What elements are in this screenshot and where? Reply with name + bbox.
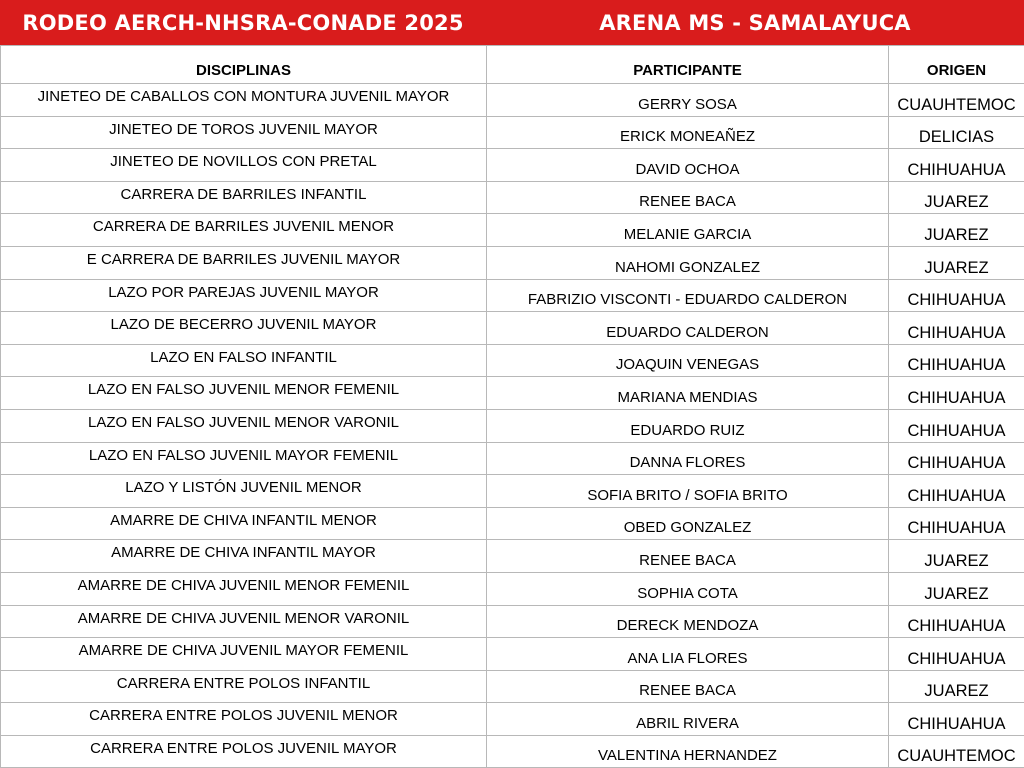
table-row: [1, 149, 1024, 182]
discipline-cell: LAZO EN FALSO JUVENIL MENOR VARONIL: [1, 409, 487, 442]
participant-cell: SOFIA BRITO / SOFIA BRITO: [487, 475, 889, 508]
origin-cell: JUAREZ: [889, 670, 1024, 703]
discipline-cell: CARRERA ENTRE POLOS INFANTIL: [1, 670, 487, 703]
title-banner: [0, 0, 1024, 45]
table-row: [1, 116, 1024, 149]
origin-cell: CHIHUAHUA: [889, 605, 1024, 638]
origin-cell: CHIHUAHUA: [889, 149, 1024, 182]
participant-cell: OBED GONZALEZ: [487, 507, 889, 540]
table-row: [1, 344, 1024, 377]
table-row: [1, 279, 1024, 312]
discipline-cell: AMARRE DE CHIVA INFANTIL MAYOR: [1, 540, 487, 573]
table-row: [1, 246, 1024, 279]
origin-cell: CHIHUAHUA: [889, 442, 1024, 475]
participant-cell: SOPHIA COTA: [487, 572, 889, 605]
discipline-cell: LAZO DE BECERRO JUVENIL MAYOR: [1, 312, 487, 345]
discipline-cell: LAZO EN FALSO INFANTIL: [1, 344, 487, 377]
discipline-cell: LAZO EN FALSO JUVENIL MAYOR FEMENIL: [1, 442, 487, 475]
table-row: [1, 735, 1024, 768]
table-row: [1, 84, 1024, 117]
origin-cell: CHIHUAHUA: [889, 279, 1024, 312]
origin-cell: CHIHUAHUA: [889, 377, 1024, 410]
discipline-cell: AMARRE DE CHIVA JUVENIL MAYOR FEMENIL: [1, 638, 487, 671]
origin-cell: CHIHUAHUA: [889, 507, 1024, 540]
discipline-cell: CARRERA DE BARRILES INFANTIL: [1, 181, 487, 214]
discipline-cell: AMARRE DE CHIVA JUVENIL MENOR VARONIL: [1, 605, 487, 638]
table-row: [1, 409, 1024, 442]
discipline-cell: CARRERA ENTRE POLOS JUVENIL MAYOR: [1, 735, 487, 768]
origin-cell: CHIHUAHUA: [889, 475, 1024, 508]
table-row: [1, 475, 1024, 508]
discipline-cell: CARRERA ENTRE POLOS JUVENIL MENOR: [1, 703, 487, 736]
participant-cell: GERRY SOSA: [487, 84, 889, 117]
participant-cell: FABRIZIO VISCONTI - EDUARDO CALDERON: [487, 279, 889, 312]
origin-cell: DELICIAS: [889, 116, 1024, 149]
origin-cell: CUAUHTEMOC: [889, 84, 1024, 117]
participant-cell: EDUARDO RUIZ: [487, 409, 889, 442]
discipline-cell: JINETEO DE CABALLOS CON MONTURA JUVENIL MAYOR: [1, 84, 487, 117]
participant-cell: MELANIE GARCIA: [487, 214, 889, 247]
discipline-cell: JINETEO DE TOROS JUVENIL MAYOR: [1, 116, 487, 149]
discipline-cell: E CARRERA DE BARRILES JUVENIL MAYOR: [1, 246, 487, 279]
participant-cell: NAHOMI GONZALEZ: [487, 246, 889, 279]
venue-title: ARENA MS - SAMALAYUCA: [486, 0, 1024, 45]
discipline-cell: LAZO Y LISTÓN JUVENIL MENOR: [1, 475, 487, 508]
origin-cell: CHIHUAHUA: [889, 703, 1024, 736]
table-row: [1, 214, 1024, 247]
origin-cell: CHIHUAHUA: [889, 312, 1024, 345]
table-row: [1, 638, 1024, 671]
table-row: [1, 507, 1024, 540]
origin-cell: CHIHUAHUA: [889, 409, 1024, 442]
table-row: [1, 703, 1024, 736]
participant-cell: VALENTINA HERNANDEZ: [487, 735, 889, 768]
discipline-cell: LAZO EN FALSO JUVENIL MENOR FEMENIL: [1, 377, 487, 410]
discipline-cell: AMARRE DE CHIVA JUVENIL MENOR FEMENIL: [1, 572, 487, 605]
origin-cell: JUAREZ: [889, 572, 1024, 605]
participant-cell: RENEE BACA: [487, 181, 889, 214]
participant-cell: DANNA FLORES: [487, 442, 889, 475]
table-row: [1, 377, 1024, 410]
participant-cell: ERICK MONEAÑEZ: [487, 116, 889, 149]
table-row: [1, 181, 1024, 214]
origin-cell: JUAREZ: [889, 246, 1024, 279]
column-header-origen: ORIGEN: [889, 46, 1024, 84]
participant-cell: JOAQUIN VENEGAS: [487, 344, 889, 377]
origin-cell: CHIHUAHUA: [889, 638, 1024, 671]
participant-cell: ANA LIA FLORES: [487, 638, 889, 671]
origin-cell: CHIHUAHUA: [889, 344, 1024, 377]
participant-cell: DERECK MENDOZA: [487, 605, 889, 638]
table-row: [1, 540, 1024, 573]
origin-cell: JUAREZ: [889, 540, 1024, 573]
origin-cell: JUAREZ: [889, 181, 1024, 214]
results-table: [0, 45, 1024, 768]
participant-cell: RENEE BACA: [487, 540, 889, 573]
column-header-participante: PARTICIPANTE: [487, 46, 889, 84]
participant-cell: RENEE BACA: [487, 670, 889, 703]
discipline-cell: AMARRE DE CHIVA INFANTIL MENOR: [1, 507, 487, 540]
table-row: [1, 442, 1024, 475]
participant-cell: MARIANA MENDIAS: [487, 377, 889, 410]
discipline-cell: CARRERA DE BARRILES JUVENIL MENOR: [1, 214, 487, 247]
table-header-row: [1, 46, 1024, 84]
table-body: [1, 84, 1024, 768]
discipline-cell: JINETEO DE NOVILLOS CON PRETAL: [1, 149, 487, 182]
table-row: [1, 670, 1024, 703]
column-header-disciplinas: DISCIPLINAS: [1, 46, 487, 84]
origin-cell: JUAREZ: [889, 214, 1024, 247]
origin-cell: CUAUHTEMOC: [889, 735, 1024, 768]
table-row: [1, 312, 1024, 345]
table-row: [1, 605, 1024, 638]
event-title: RODEO AERCH-NHSRA-CONADE 2025: [0, 0, 486, 45]
participant-cell: ABRIL RIVERA: [487, 703, 889, 736]
participant-cell: EDUARDO CALDERON: [487, 312, 889, 345]
participant-cell: DAVID OCHOA: [487, 149, 889, 182]
table-row: [1, 572, 1024, 605]
discipline-cell: LAZO POR PAREJAS JUVENIL MAYOR: [1, 279, 487, 312]
